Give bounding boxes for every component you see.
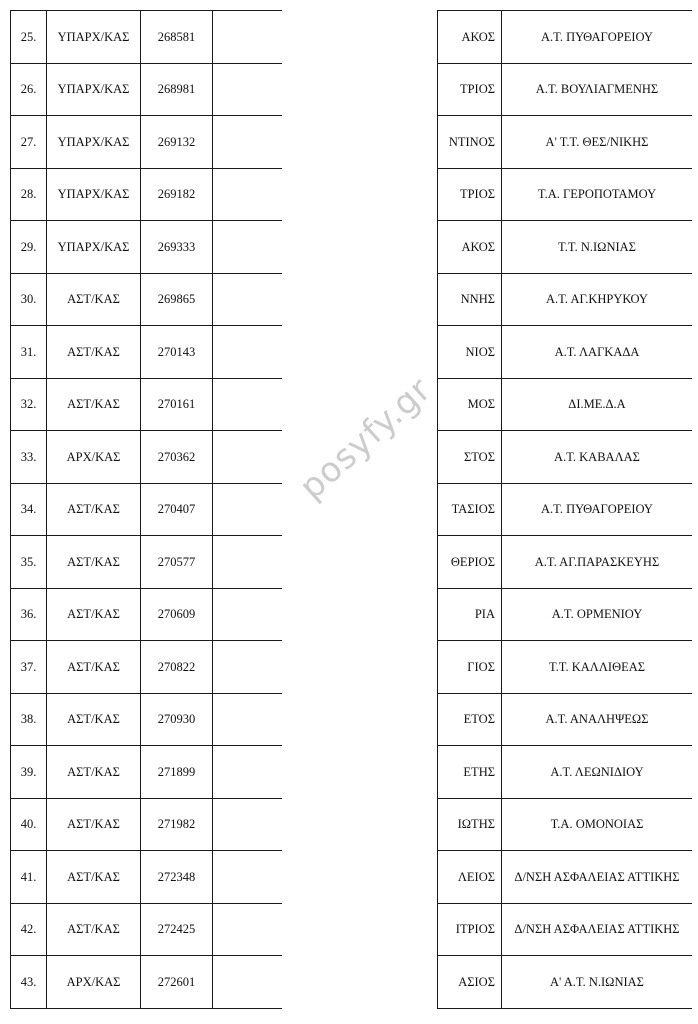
row-number: 25. <box>11 11 47 64</box>
service-cell: Α.Τ. ΒΟΥΛΙΑΓΜΕΝΗΣ <box>502 63 693 116</box>
row-number: 34. <box>11 483 47 536</box>
fathers-name-cell: ΕΤΟΣ <box>438 693 502 746</box>
service-cell: Α.Τ. ΑΓ.ΚΗΡΥΚΟΥ <box>502 273 693 326</box>
surname-cell <box>213 483 283 536</box>
rank-cell: ΑΣΤ/ΚΑΣ <box>47 273 141 326</box>
row-number: 41. <box>11 851 47 904</box>
rank-cell: ΥΠΑΡΧ/ΚΑΣ <box>47 63 141 116</box>
rank-cell: ΑΣΤ/ΚΑΣ <box>47 746 141 799</box>
service-cell: Α.Τ. ΚΑΒΑΛΑΣ <box>502 431 693 484</box>
fathers-name-cell: ΤΑΣΙΟΣ <box>438 483 502 536</box>
code-cell: 270362 <box>141 431 213 484</box>
fathers-name-cell: ΑΣΙΟΣ <box>438 956 502 1009</box>
table-row <box>11 798 283 851</box>
rank-cell: ΑΣΤ/ΚΑΣ <box>47 326 141 379</box>
fathers-name-cell: ΘΕΡΙΟΣ <box>438 536 502 589</box>
row-number: 28. <box>11 168 47 221</box>
row-number: 32. <box>11 378 47 431</box>
code-cell: 272601 <box>141 956 213 1009</box>
table-row <box>438 641 693 694</box>
service-cell: Τ.Τ. ΚΑΛΛΙΘΕΑΣ <box>502 641 693 694</box>
surname-cell <box>213 168 283 221</box>
surname-cell <box>213 851 283 904</box>
table-row <box>11 588 283 641</box>
service-cell: Τ.Τ. Ν.ΙΩΝΙΑΣ <box>502 221 693 274</box>
table-row <box>11 378 283 431</box>
service-cell: Δ/ΝΣΗ ΑΣΦΑΛΕΙΑΣ ΑΤΤΙΚΗΣ <box>502 903 693 956</box>
table-row <box>438 903 693 956</box>
table-row <box>11 483 283 536</box>
table-row <box>11 116 283 169</box>
table-row <box>438 168 693 221</box>
fathers-name-cell: ΜΟΣ <box>438 378 502 431</box>
row-number: 29. <box>11 221 47 274</box>
surname-cell <box>213 693 283 746</box>
rank-cell: ΥΠΑΡΧ/ΚΑΣ <box>47 11 141 64</box>
fathers-name-cell: ΤΡΙΟΣ <box>438 168 502 221</box>
table-row <box>438 326 693 379</box>
row-number: 31. <box>11 326 47 379</box>
rank-cell: ΑΣΤ/ΚΑΣ <box>47 483 141 536</box>
table-row <box>438 483 693 536</box>
personnel-table-left <box>10 10 282 1009</box>
service-cell: Α.Τ. ΑΝΑΛΗΨΕΩΣ <box>502 693 693 746</box>
table-row <box>11 326 283 379</box>
surname-cell <box>213 11 283 64</box>
table-row <box>438 273 693 326</box>
table-row <box>438 851 693 904</box>
code-cell: 269132 <box>141 116 213 169</box>
table-row <box>11 168 283 221</box>
service-cell: Α' Τ.Τ. ΘΕΣ/ΝΙΚΗΣ <box>502 116 693 169</box>
rank-cell: ΑΣΤ/ΚΑΣ <box>47 903 141 956</box>
rank-cell: ΑΡΧ/ΚΑΣ <box>47 956 141 1009</box>
rank-cell: ΥΠΑΡΧ/ΚΑΣ <box>47 221 141 274</box>
row-number: 27. <box>11 116 47 169</box>
surname-cell <box>213 273 283 326</box>
row-number: 38. <box>11 693 47 746</box>
fathers-name-cell: ΤΡΙΟΣ <box>438 63 502 116</box>
code-cell: 270930 <box>141 693 213 746</box>
surname-cell <box>213 116 283 169</box>
rank-cell: ΑΣΤ/ΚΑΣ <box>47 851 141 904</box>
table-row <box>438 378 693 431</box>
table-row <box>438 116 693 169</box>
surname-cell <box>213 903 283 956</box>
row-number: 33. <box>11 431 47 484</box>
code-cell: 269865 <box>141 273 213 326</box>
code-cell: 272348 <box>141 851 213 904</box>
code-cell: 269182 <box>141 168 213 221</box>
surname-cell <box>213 378 283 431</box>
surname-cell <box>213 798 283 851</box>
row-number: 26. <box>11 63 47 116</box>
fathers-name-cell: ΑΚΟΣ <box>438 221 502 274</box>
table-left-fragment <box>10 10 282 1009</box>
row-number: 43. <box>11 956 47 1009</box>
code-cell: 271982 <box>141 798 213 851</box>
watermark: posyfy.gr <box>292 369 440 508</box>
surname-cell <box>213 588 283 641</box>
row-number: 39. <box>11 746 47 799</box>
table-row <box>438 588 693 641</box>
surname-cell <box>213 746 283 799</box>
code-cell: 270143 <box>141 326 213 379</box>
personnel-table-right <box>437 10 692 1009</box>
row-number: 42. <box>11 903 47 956</box>
service-cell: Α.Τ. ΑΓ.ΠΑΡΑΣΚΕΥΗΣ <box>502 536 693 589</box>
row-number: 30. <box>11 273 47 326</box>
row-number: 40. <box>11 798 47 851</box>
table-row <box>438 956 693 1009</box>
table-row <box>11 903 283 956</box>
table-row <box>438 798 693 851</box>
fathers-name-cell: ΙΤΡΙΟΣ <box>438 903 502 956</box>
rank-cell: ΥΠΑΡΧ/ΚΑΣ <box>47 168 141 221</box>
code-cell: 271899 <box>141 746 213 799</box>
surname-cell <box>213 956 283 1009</box>
service-cell: Α.Τ. ΟΡΜΕΝΙΟΥ <box>502 588 693 641</box>
service-cell: Α.Τ. ΛΑΓΚΑΔΑ <box>502 326 693 379</box>
rank-cell: ΑΣΤ/ΚΑΣ <box>47 378 141 431</box>
scan-gap <box>282 0 440 1024</box>
table-row <box>438 221 693 274</box>
table-row <box>11 221 283 274</box>
surname-cell <box>213 221 283 274</box>
service-cell: Α.Τ. ΠΥΘΑΓΟΡΕΙΟΥ <box>502 11 693 64</box>
surname-cell <box>213 536 283 589</box>
surname-cell <box>213 431 283 484</box>
row-number: 36. <box>11 588 47 641</box>
table-row <box>438 431 693 484</box>
table-row <box>11 851 283 904</box>
rank-cell: ΑΡΧ/ΚΑΣ <box>47 431 141 484</box>
service-cell: Τ.Α. ΟΜΟΝΟΙΑΣ <box>502 798 693 851</box>
rank-cell: ΥΠΑΡΧ/ΚΑΣ <box>47 116 141 169</box>
surname-cell <box>213 63 283 116</box>
table-row <box>438 746 693 799</box>
code-cell: 270161 <box>141 378 213 431</box>
service-cell: ΔΙ.ΜΕ.Δ.Α <box>502 378 693 431</box>
code-cell: 268581 <box>141 11 213 64</box>
table-row <box>11 693 283 746</box>
service-cell: Α.Τ. ΛΕΩΝΙΔΙΟΥ <box>502 746 693 799</box>
code-cell: 270609 <box>141 588 213 641</box>
table-row <box>11 536 283 589</box>
code-cell: 272425 <box>141 903 213 956</box>
table-row <box>11 273 283 326</box>
code-cell: 268981 <box>141 63 213 116</box>
surname-cell <box>213 326 283 379</box>
table-row <box>438 693 693 746</box>
code-cell: 269333 <box>141 221 213 274</box>
service-cell: Α.Τ. ΠΥΘΑΓΟΡΕΙΟΥ <box>502 483 693 536</box>
table-row <box>11 431 283 484</box>
table-row <box>438 536 693 589</box>
code-cell: 270407 <box>141 483 213 536</box>
row-number: 37. <box>11 641 47 694</box>
table-row <box>438 63 693 116</box>
fathers-name-cell: ΝΤΙΝΟΣ <box>438 116 502 169</box>
service-cell: Α' Α.Τ. Ν.ΙΩΝΙΑΣ <box>502 956 693 1009</box>
rank-cell: ΑΣΤ/ΚΑΣ <box>47 693 141 746</box>
table-row <box>11 11 283 64</box>
fathers-name-cell: ΝΙΟΣ <box>438 326 502 379</box>
service-cell: Δ/ΝΣΗ ΑΣΦΑΛΕΙΑΣ ΑΤΤΙΚΗΣ <box>502 851 693 904</box>
row-number: 35. <box>11 536 47 589</box>
rank-cell: ΑΣΤ/ΚΑΣ <box>47 641 141 694</box>
fathers-name-cell: ΣΤΟΣ <box>438 431 502 484</box>
service-cell: Τ.Α. ΓΕΡΟΠΟΤΑΜΟΥ <box>502 168 693 221</box>
table-row <box>11 641 283 694</box>
table-row <box>11 956 283 1009</box>
table-row <box>11 746 283 799</box>
surname-cell <box>213 641 283 694</box>
table-right-fragment <box>437 10 692 1009</box>
code-cell: 270822 <box>141 641 213 694</box>
fathers-name-cell: ΡΙΑ <box>438 588 502 641</box>
code-cell: 270577 <box>141 536 213 589</box>
rank-cell: ΑΣΤ/ΚΑΣ <box>47 536 141 589</box>
rank-cell: ΑΣΤ/ΚΑΣ <box>47 798 141 851</box>
rank-cell: ΑΣΤ/ΚΑΣ <box>47 588 141 641</box>
table-row <box>438 11 693 64</box>
fathers-name-cell: ΓΙΟΣ <box>438 641 502 694</box>
fathers-name-cell: ΕΤΗΣ <box>438 746 502 799</box>
fathers-name-cell: ΛΕΙΟΣ <box>438 851 502 904</box>
fathers-name-cell: ΙΩΤΗΣ <box>438 798 502 851</box>
table-row <box>11 63 283 116</box>
fathers-name-cell: ΑΚΟΣ <box>438 11 502 64</box>
fathers-name-cell: ΝΝΗΣ <box>438 273 502 326</box>
